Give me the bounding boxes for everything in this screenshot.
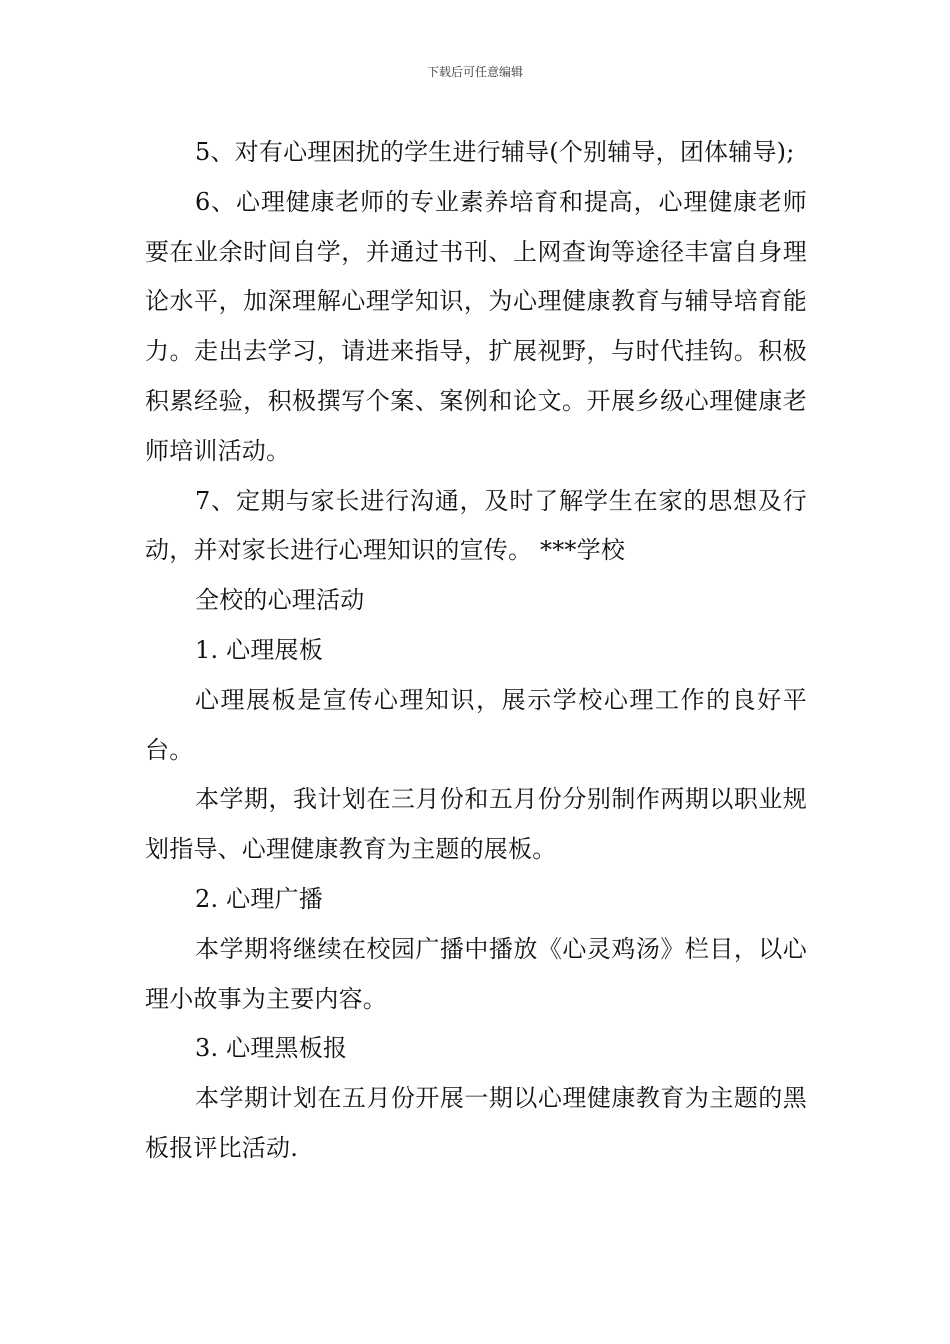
subheading-broadcast: 2. 心理广播: [195, 884, 323, 913]
display-board-plan-paragraph: 本学期，我计划在三月份和五月份分别制作两期以职业规划指导、心理健康教育为主题的展板。: [145, 785, 807, 864]
document-body: [145, 128, 807, 1174]
blackboard-paragraph: 本学期计划在五月份开展一期以心理健康教育为主题的黑板报评比活动.: [145, 1084, 807, 1162]
section-title-activities: 全校的心理活动: [195, 586, 365, 615]
item-7-paragraph: 7、定期与家长进行沟通，及时了解学生在家的思想及行动，并对家长进行心理知识的宣传。 ***学校: [145, 486, 807, 565]
item-5-paragraph: 5、对有心理困扰的学生进行辅导(个别辅导，团体辅导);: [195, 138, 795, 166]
broadcast-paragraph: 本学期将继续在校园广播中播放《心灵鸡汤》栏目，以心理小故事为主要内容。: [145, 934, 807, 1013]
item-6-paragraph: 6、心理健康老师的专业素养培育和提高，心理健康老师要在业余时间自学，并通过书刊、上网查询等途径丰富自身理论水平，加深理解心理学知识，为心理健康教育与辅导培育能力。走出去学习，请进来指导，扩展视野，与时代挂钩。积极积累经验，积极撰写个案、案例和论文。开展乡级心理健康老师培训活动。: [145, 187, 807, 465]
page-header-note: 下载后可任意编辑: [426, 65, 523, 79]
subheading-display-board: 1. 心理展板: [195, 635, 323, 664]
subheading-blackboard: 3. 心理黑板报: [195, 1034, 348, 1063]
display-board-intro-paragraph: 心理展板是宣传心理知识，展示学校心理工作的良好平台。: [145, 685, 807, 764]
